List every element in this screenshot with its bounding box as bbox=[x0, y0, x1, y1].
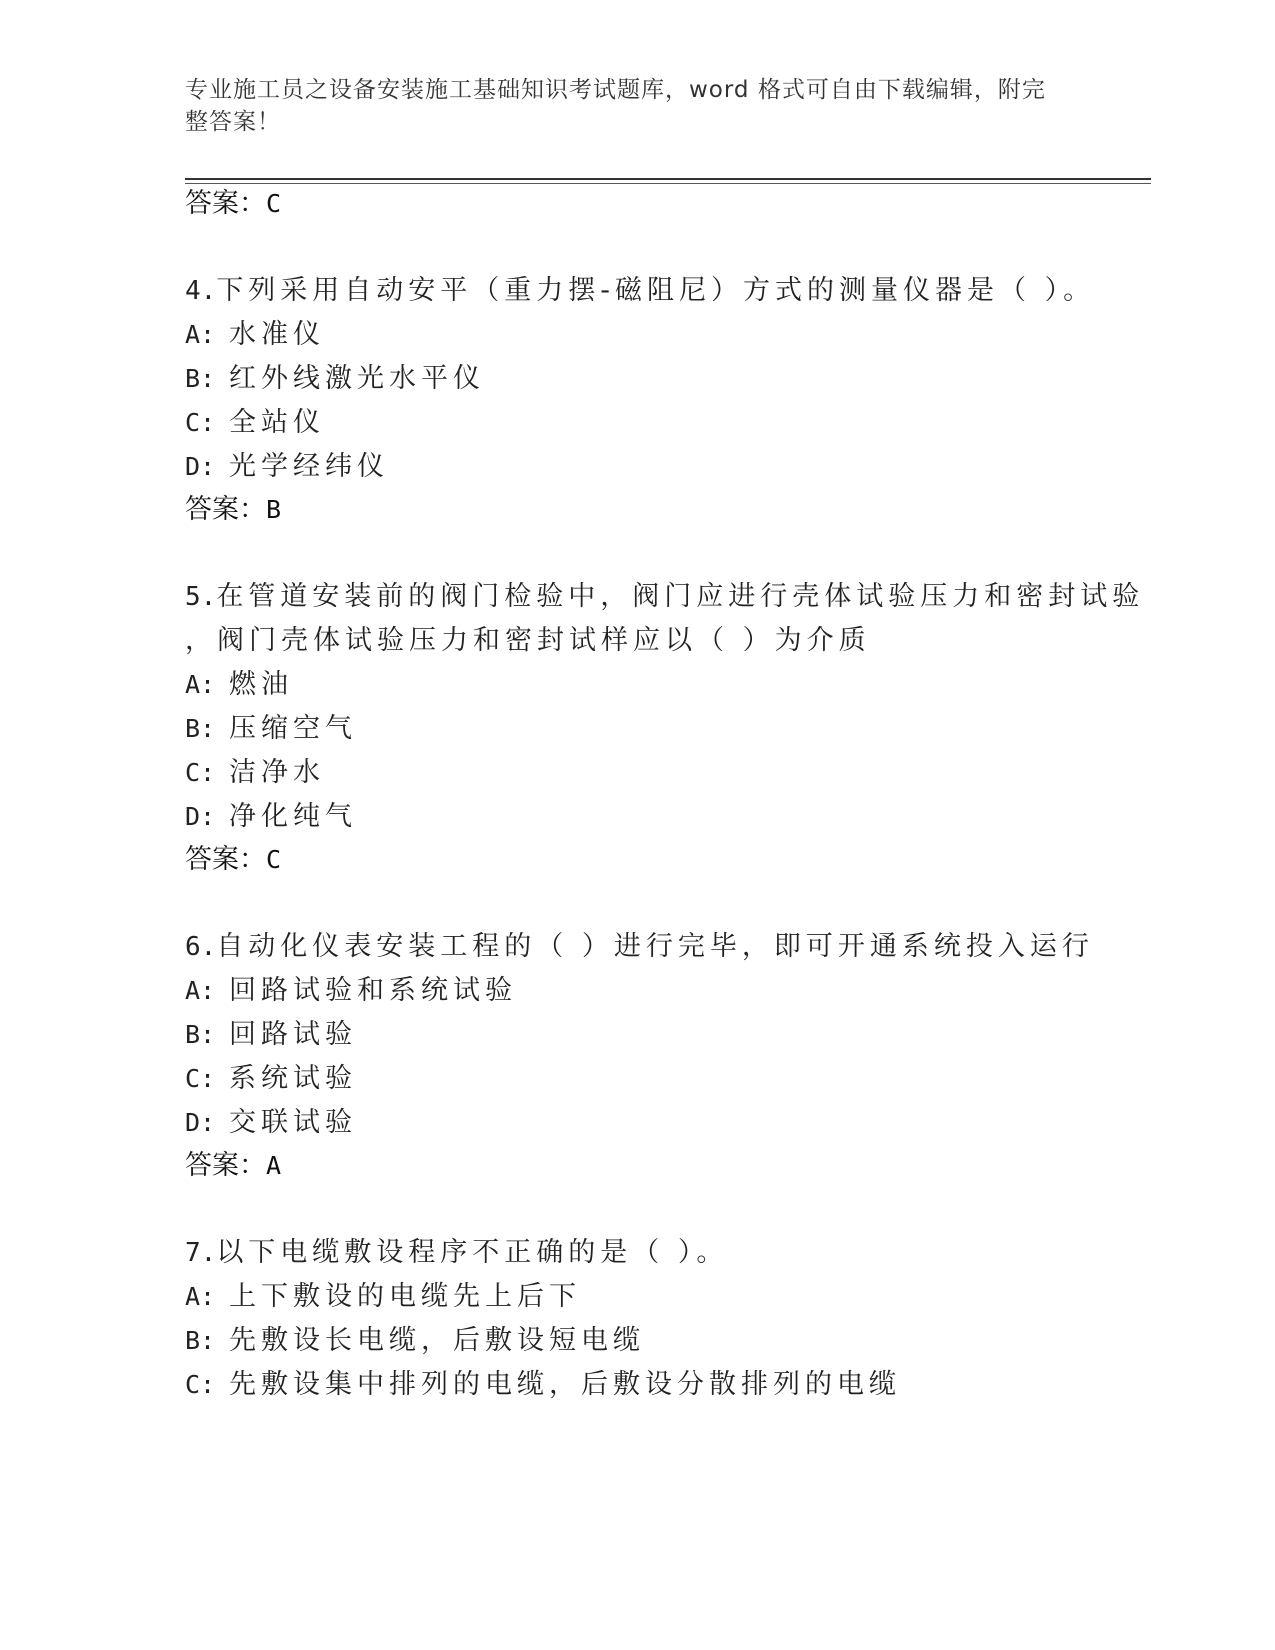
option-text: 先敷设集中排列的电缆，后敷设分散排列的电缆 bbox=[229, 1369, 901, 1400]
answer-line-q3 bbox=[185, 186, 281, 222]
option-text: 上下敷设的电缆先上后下 bbox=[229, 1281, 581, 1312]
option-letter: C: bbox=[185, 1370, 216, 1399]
question-5-answer bbox=[185, 842, 281, 878]
question-5-stem-line-1 bbox=[185, 578, 1144, 616]
page-header: 专业施工员之设备安装施工基础知识考试题库，word 格式可自由下载编辑，附完整答案！ bbox=[185, 77, 1046, 135]
option-text: 净化纯气 bbox=[229, 801, 357, 832]
question-6-option-d bbox=[185, 1104, 357, 1142]
option-text: 先敷设长电缆，后敷设短电缆 bbox=[229, 1325, 645, 1356]
option-letter: B: bbox=[185, 1020, 216, 1049]
question-6-stem bbox=[185, 928, 1094, 966]
question-number: 7. bbox=[185, 1238, 217, 1268]
answer-value: B bbox=[266, 495, 282, 524]
question-4-option-a bbox=[185, 316, 325, 354]
question-6-answer bbox=[185, 1148, 281, 1184]
question-5-stem-line-2 bbox=[185, 622, 871, 660]
option-letter: A: bbox=[185, 670, 216, 699]
answer-value: C bbox=[266, 845, 282, 874]
question-4-option-d bbox=[185, 448, 389, 486]
question-6-option-b bbox=[185, 1016, 357, 1054]
option-letter: C: bbox=[185, 758, 216, 787]
option-text: 洁净水 bbox=[229, 757, 325, 788]
option-text: 红外线激光水平仪 bbox=[229, 363, 485, 394]
question-7-option-b bbox=[185, 1322, 645, 1360]
option-letter: A: bbox=[185, 320, 216, 349]
question-text: 下列采用自动安平（重力摆-磁阻尼）方式的测量仪器是（ ）。 bbox=[216, 275, 1096, 306]
question-5-option-d bbox=[185, 798, 357, 836]
question-7-option-a bbox=[185, 1278, 581, 1316]
option-text: 压缩空气 bbox=[229, 713, 357, 744]
question-5-option-c bbox=[185, 754, 325, 792]
question-text: 在管道安装前的阀门检验中，阀门应进行壳体试验压力和密封试验 bbox=[216, 581, 1145, 612]
answer-label: 答案： bbox=[185, 844, 266, 875]
question-5-option-b bbox=[185, 710, 357, 748]
option-letter: B: bbox=[185, 1326, 216, 1355]
option-letter: C: bbox=[185, 1064, 216, 1093]
option-text: 水准仪 bbox=[229, 319, 325, 350]
answer-label: 答案： bbox=[185, 1150, 266, 1181]
question-number: 4. bbox=[185, 276, 217, 306]
option-text: 全站仪 bbox=[229, 407, 325, 438]
question-7-stem bbox=[185, 1234, 728, 1272]
header-divider-thick bbox=[185, 178, 1151, 180]
question-6-option-c bbox=[185, 1060, 357, 1098]
question-text: ，阀门壳体试验压力和密封试样应以（ ）为介质 bbox=[185, 625, 871, 656]
option-letter: B: bbox=[185, 714, 216, 743]
option-text: 回路试验 bbox=[229, 1019, 357, 1050]
question-number: 6. bbox=[185, 932, 217, 962]
question-text: 自动化仪表安装工程的（ ）进行完毕，即可开通系统投入运行 bbox=[216, 931, 1094, 962]
option-letter: B: bbox=[185, 364, 216, 393]
answer-value: A bbox=[266, 1151, 282, 1180]
question-4-stem bbox=[185, 272, 1095, 310]
option-letter: D: bbox=[185, 802, 216, 831]
question-5-option-a bbox=[185, 666, 293, 704]
option-text: 系统试验 bbox=[229, 1063, 357, 1094]
question-7-option-c bbox=[185, 1366, 901, 1404]
answer-value: C bbox=[266, 189, 282, 218]
option-text: 光学经纬仪 bbox=[229, 451, 389, 482]
option-letter: D: bbox=[185, 452, 216, 481]
option-text: 燃油 bbox=[229, 669, 293, 700]
question-4-answer bbox=[185, 492, 281, 528]
option-letter: A: bbox=[185, 1282, 216, 1311]
option-letter: D: bbox=[185, 1108, 216, 1137]
option-letter: A: bbox=[185, 976, 216, 1005]
question-number: 5. bbox=[185, 582, 217, 612]
header-divider-thin bbox=[185, 183, 1151, 184]
option-text: 交联试验 bbox=[229, 1107, 357, 1138]
answer-label: 答案： bbox=[185, 188, 266, 219]
question-text: 以下电缆敷设程序不正确的是（ ）。 bbox=[216, 1237, 729, 1268]
option-text: 回路试验和系统试验 bbox=[229, 975, 517, 1006]
question-4-option-c bbox=[185, 404, 325, 442]
answer-label: 答案： bbox=[185, 494, 266, 525]
option-letter: C: bbox=[185, 408, 216, 437]
question-4-option-b bbox=[185, 360, 485, 398]
question-6-option-a bbox=[185, 972, 517, 1010]
